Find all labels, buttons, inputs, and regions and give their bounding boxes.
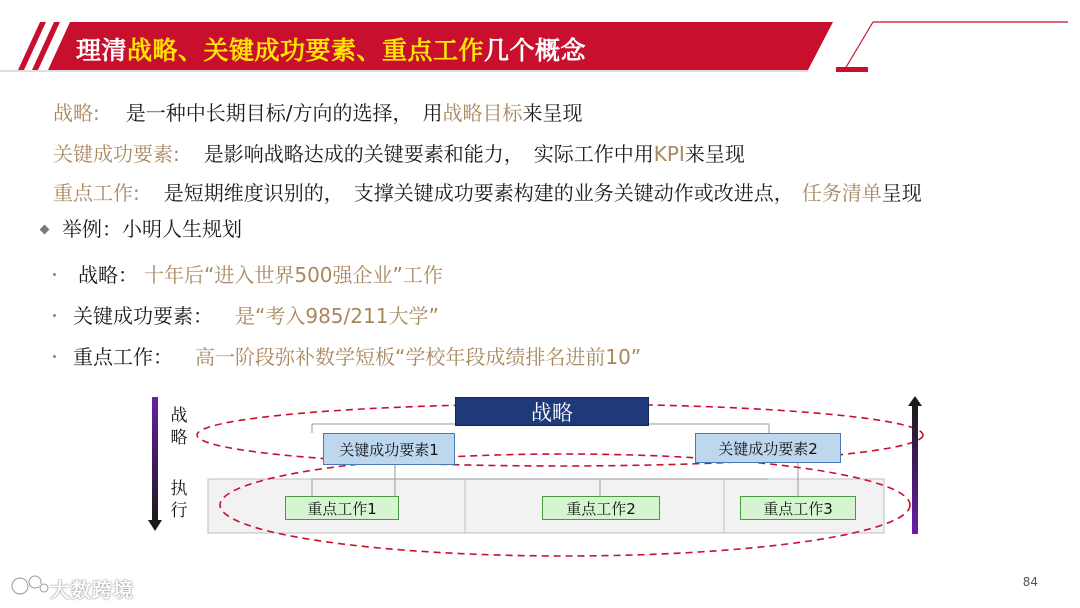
definition-text: 来呈现 bbox=[522, 101, 583, 125]
definition-ksf bbox=[53, 138, 745, 167]
ksf-box-1: 关键成功要素1 bbox=[323, 433, 455, 465]
definition-strategy bbox=[53, 97, 583, 126]
task-box-3: 重点工作3 bbox=[740, 496, 856, 520]
title-highlight: 战略、关键成功要素、重点工作 bbox=[127, 36, 485, 65]
page-number: 84 bbox=[1022, 575, 1038, 589]
title-suffix: 几个概念 bbox=[484, 36, 587, 65]
definition-term: 战略: bbox=[53, 101, 100, 125]
example-label: 战略： bbox=[78, 263, 138, 287]
example-value: 是“考入985/211大学” bbox=[235, 304, 439, 328]
example-label: 重点工作： bbox=[73, 345, 173, 369]
definition-key-tasks bbox=[53, 177, 922, 206]
ksf-box-2: 关键成功要素2 bbox=[695, 433, 841, 463]
title-prefix: 理清 bbox=[76, 36, 128, 65]
dot-bullet-icon bbox=[53, 355, 56, 358]
definition-text: 实际工作中用 bbox=[533, 142, 654, 166]
watermark-text: 大数跨境 bbox=[50, 578, 134, 602]
definition-text: 来呈现 bbox=[684, 142, 745, 166]
diamond-bullet-icon bbox=[40, 225, 50, 235]
definition-text: 呈现 bbox=[881, 181, 922, 205]
definition-text: 是短期维度识别的， bbox=[163, 181, 344, 205]
execution-side-label: 执 行 bbox=[170, 479, 188, 521]
definition-highlight: 战略目标 bbox=[442, 101, 523, 125]
dot-bullet-icon bbox=[53, 314, 56, 317]
definition-text: 是一种中长期目标/方向的选择， bbox=[125, 101, 413, 125]
definition-text: 是影响战略达成的关键要素和能力， bbox=[203, 142, 524, 166]
definition-term: 关键成功要素: bbox=[53, 142, 180, 166]
task-box-1: 重点工作1 bbox=[285, 496, 399, 520]
definition-term: 重点工作: bbox=[53, 181, 140, 205]
definition-highlight: KPI bbox=[653, 142, 685, 166]
definition-highlight: 任务清单 bbox=[801, 181, 882, 205]
page-title bbox=[76, 31, 586, 67]
definition-text: 用 bbox=[422, 101, 443, 125]
example-item bbox=[73, 341, 641, 370]
dot-bullet-icon bbox=[53, 273, 56, 276]
example-value: 十年后“进入世界500强企业”工作 bbox=[144, 263, 443, 287]
strategy-box: 战略 bbox=[455, 397, 649, 426]
example-item bbox=[78, 259, 443, 288]
example-label: 关键成功要素： bbox=[73, 304, 213, 328]
example-value: 高一阶段弥补数学短板“学校年段成绩排名进前10” bbox=[195, 345, 642, 369]
example-heading: 举例：小明人生规划 bbox=[62, 217, 242, 241]
strategy-side-label: 战 略 bbox=[170, 406, 188, 448]
up-arrow-icon bbox=[908, 396, 922, 406]
example-item bbox=[73, 300, 439, 329]
definition-text: 支撑关键成功要素构建的业务关键动作或改进点， bbox=[353, 181, 794, 205]
hierarchy-diagram bbox=[140, 392, 940, 567]
down-arrow-icon bbox=[148, 520, 162, 531]
task-box-2: 重点工作2 bbox=[542, 496, 660, 520]
watermark-logo-icon bbox=[10, 572, 50, 598]
